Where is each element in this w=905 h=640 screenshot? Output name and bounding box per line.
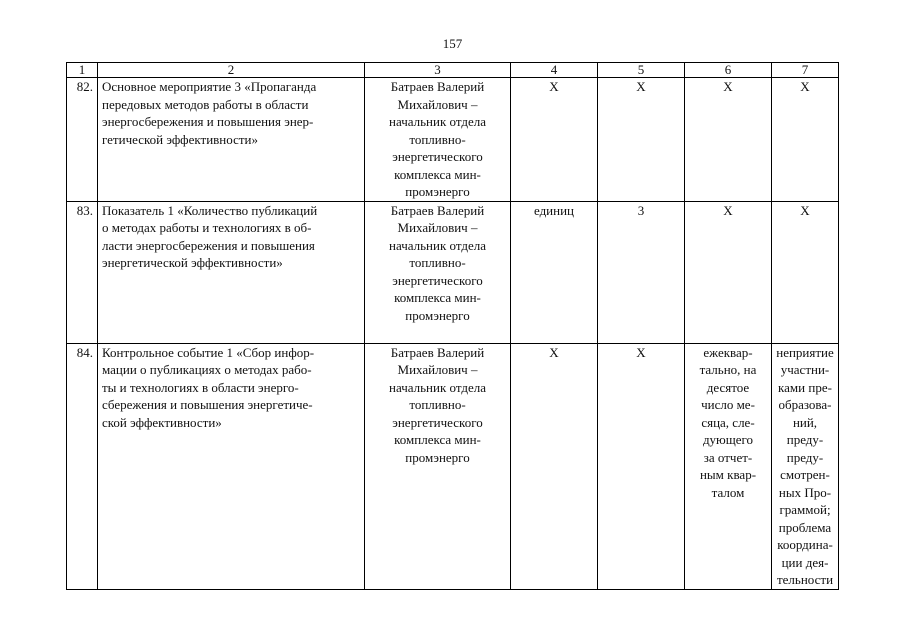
- row-name: Основное мероприятие 3 «Пропаганда передовых методов работы в области энергосбережения и повышения энер- гетической эффективности»: [98, 78, 365, 202]
- row-col6: Х: [685, 201, 772, 343]
- row-col5: 3: [598, 201, 685, 343]
- row-col7: Х: [772, 201, 839, 343]
- header-cell-4: 4: [511, 63, 598, 78]
- table-row: [67, 343, 839, 589]
- row-responsible: Батраев Валерий Михайлович – начальник отдела топливно- энергетического комплекса мин- промэнерго: [365, 343, 511, 589]
- row-number: 84.: [67, 343, 98, 589]
- row-col4: Х: [511, 343, 598, 589]
- row-col7: неприятие участни- ками пре- образова- ний, преду- преду- смотрен- ных Про- граммой; проблема координа- ции дея- тельности: [772, 343, 839, 589]
- header-cell-1: 1: [67, 63, 98, 78]
- measures-table: [66, 62, 839, 590]
- table-row: [67, 78, 839, 202]
- row-col4: единиц: [511, 201, 598, 343]
- row-name: Показатель 1 «Количество публикаций о методах работы и технологиях в об- ласти энергосбережения и повышения энергетической эффективности»: [98, 201, 365, 343]
- header-cell-5: 5: [598, 63, 685, 78]
- header-row: [67, 63, 839, 78]
- header-cell-2: 2: [98, 63, 365, 78]
- row-col5: Х: [598, 343, 685, 589]
- page-number: 157: [442, 36, 463, 51]
- row-col7: Х: [772, 78, 839, 202]
- header-cell-7: 7: [772, 63, 839, 78]
- row-col6: Х: [685, 78, 772, 202]
- row-name: Контрольное событие 1 «Сбор инфор- мации о публикациях о методах рабо- ты и технологиях в области энерго- сбережения и повышения энергетиче- ской эффективности»: [98, 343, 365, 589]
- row-col5: Х: [598, 78, 685, 202]
- row-responsible: Батраев Валерий Михайлович – начальник отдела топливно- энергетического комплекса мин- промэнерго: [365, 201, 511, 343]
- row-col6: ежеквар- тально, на десятое число ме- сяца, сле- дующего за отчет- ным квар- талом: [685, 343, 772, 589]
- header-cell-3: 3: [365, 63, 511, 78]
- row-number: 83.: [67, 201, 98, 343]
- table-row: [67, 201, 839, 343]
- header-cell-6: 6: [685, 63, 772, 78]
- row-responsible: Батраев Валерий Михайлович – начальник отдела топливно- энергетического комплекса мин- промэнерго: [365, 78, 511, 202]
- row-col4: Х: [511, 78, 598, 202]
- row-number: 82.: [67, 78, 98, 202]
